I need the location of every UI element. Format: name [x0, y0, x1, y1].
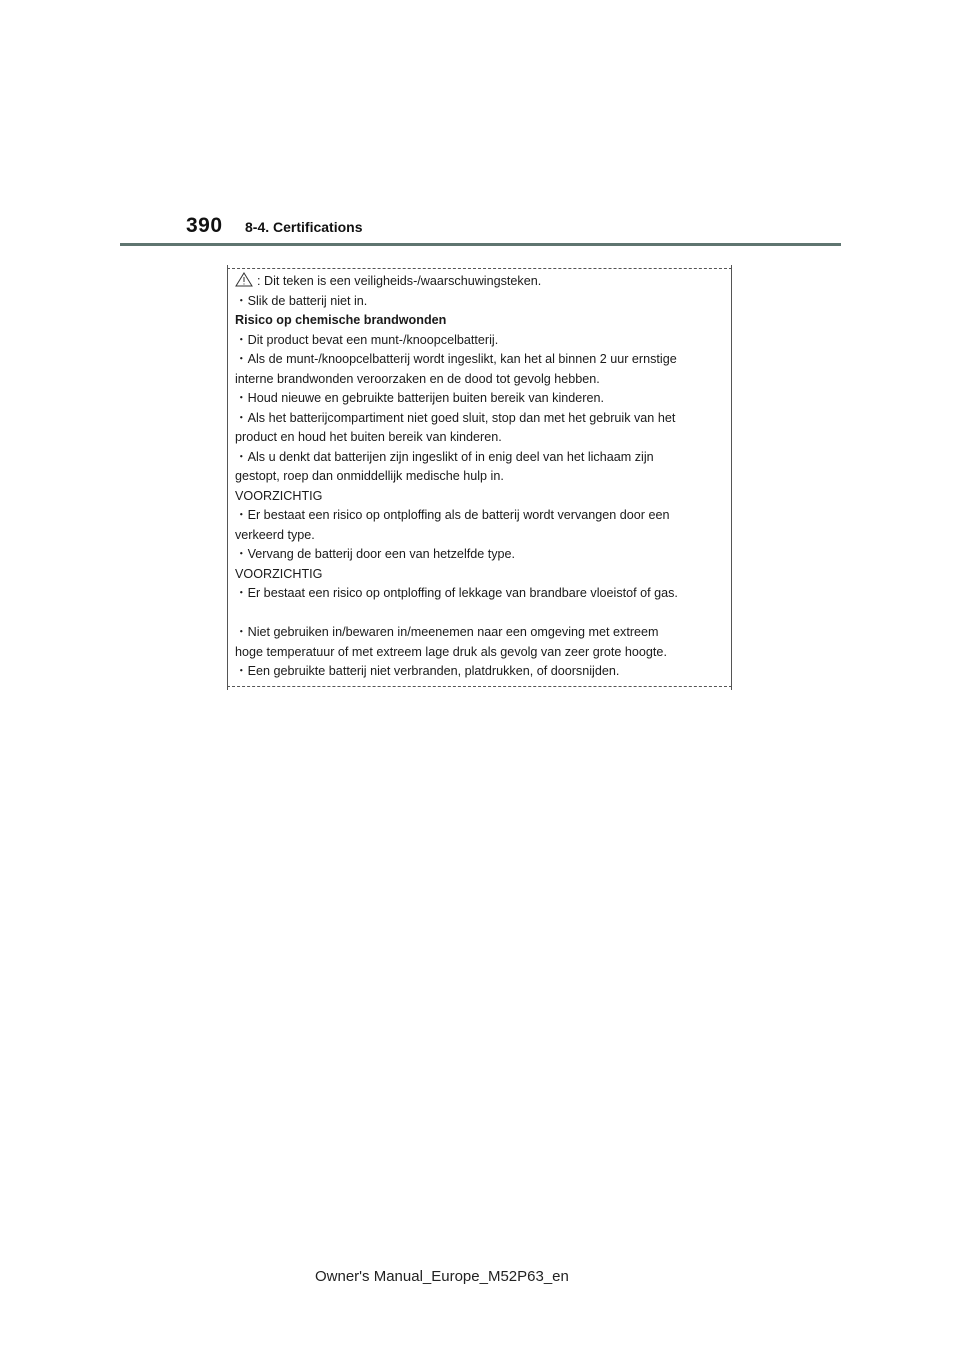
- notice-line: Risico op chemische brandwonden: [235, 313, 447, 327]
- notice-line: ・Houd nieuwe en gebruikte batterijen buiten bereik van kinderen.: [235, 391, 604, 405]
- notice-line: ・Niet gebruiken in/bewaren in/meenemen naar een omgeving met extreem: [235, 625, 659, 639]
- notice-warning-line: [235, 272, 727, 292]
- footer-text: Owner's Manual_Europe_M52P63_en: [315, 1268, 569, 1285]
- notice-line: ・Er bestaat een risico op ontploffing als de batterij wordt vervangen door een: [235, 508, 670, 522]
- notice-line: VOORZICHTIG: [235, 488, 323, 503]
- page-number: 390: [186, 214, 223, 237]
- notice-line: ・Slik de batterij niet in.: [235, 293, 368, 308]
- warning-triangle-icon: [235, 272, 253, 287]
- notice-line: VOORZICHTIG: [235, 566, 323, 581]
- notice-line: interne brandwonden veroorzaken en de dood tot gevolg hebben.: [235, 371, 600, 386]
- notice-line: product en houd het buiten bereik van kinderen.: [235, 430, 502, 444]
- notice-line: ・Vervang de batterij door een van hetzelfde type.: [235, 547, 516, 561]
- notice-line: [235, 604, 727, 624]
- notice-line: hoge temperatuur of met extreem lage druk als gevolg van zeer grote hoogte.: [235, 644, 667, 659]
- notice-line: ・Als de munt-/knoopcelbatterij wordt ingeslikt, kan het al binnen 2 uur ernstige: [235, 352, 677, 366]
- header-rule: [120, 243, 841, 246]
- warning-line-text: : Dit teken is een veiligheids-/waarschuwingsteken.: [257, 274, 542, 288]
- notice-line: ・Als u denkt dat batterijen zijn ingeslikt of in enig deel van het lichaam zijn: [235, 449, 654, 464]
- notice-line: ・Een gebruikte batterij niet verbranden, platdrukken, of doorsnijden.: [235, 664, 620, 678]
- notice-line: gestopt, roep dan onmiddellijk medische hulp in.: [235, 469, 504, 483]
- notice-line: verkeerd type.: [235, 527, 315, 542]
- notice-lines: [235, 272, 727, 682]
- notice-line: ・Er bestaat een risico op ontploffing of lekkage van brandbare vloeistof of gas.: [235, 586, 678, 600]
- notice-line: ・Als het batterijcompartiment niet goed sluit, stop dan met het gebruik van het: [235, 410, 676, 425]
- section-title: 8-4. Certifications: [245, 219, 363, 235]
- notice-line: ・Dit product bevat een munt-/knoopcelbatterij.: [235, 332, 499, 347]
- battery-notice-box: [227, 268, 732, 687]
